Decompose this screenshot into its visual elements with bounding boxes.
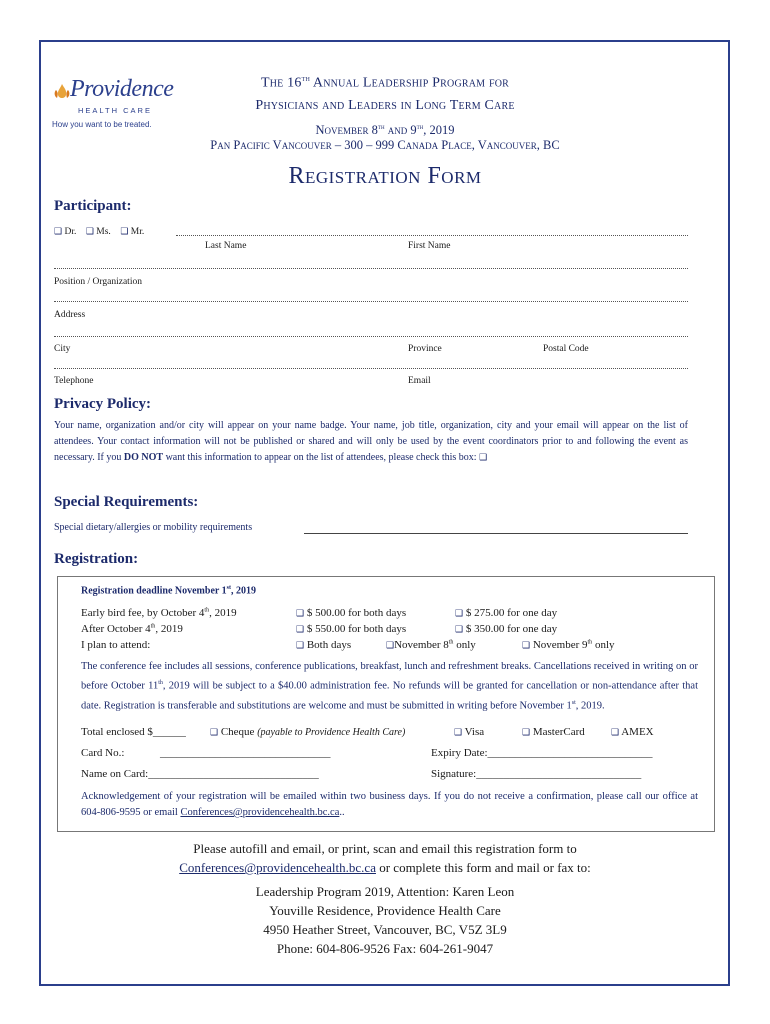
checkbox-both-days[interactable]: ❑ <box>296 641 305 651</box>
participant-heading: Participant: <box>54 198 132 214</box>
province-label: Province <box>408 344 442 354</box>
first-name-label: First Name <box>408 241 451 251</box>
checkbox-visa[interactable]: ❑ <box>454 728 463 738</box>
checkbox-nov9[interactable]: ❑ <box>522 641 531 651</box>
city-label: City <box>54 344 71 354</box>
fee-550-option[interactable] <box>296 623 406 635</box>
ack-email-link[interactable]: Conferences@providencehealth.bc.ca <box>180 807 340 818</box>
checkbox-cheque[interactable]: ❑ <box>210 728 219 738</box>
special-requirements-label: Special dietary/allergies or mobility requirements <box>54 522 253 533</box>
title-sup: th <box>301 74 310 83</box>
after-a: After October 4 <box>81 623 151 635</box>
checkbox-350[interactable]: ❑ <box>455 625 464 635</box>
privacy-heading: Privacy Policy: <box>54 396 152 412</box>
nov8-a: November 8 <box>394 639 449 651</box>
postal-code-label: Postal Code <box>543 344 589 354</box>
date-a: November 8 <box>315 122 378 137</box>
amex-label: AMEX <box>621 726 654 738</box>
both-days-label: Both days <box>306 639 352 651</box>
event-title-line1 <box>150 68 620 95</box>
city-province-postal-field[interactable] <box>54 336 688 337</box>
mailing-address <box>0 882 770 958</box>
checkbox-mastercard[interactable]: ❑ <box>522 728 531 738</box>
instructions-line1: Please autofill and email, or print, scan and email this registration form to <box>193 841 577 856</box>
privacy-do-not: DO NOT <box>123 452 164 463</box>
checkbox-amex[interactable]: ❑ <box>611 728 620 738</box>
address-line2: Youville Residence, Providence Health Care <box>269 903 501 918</box>
address-field[interactable] <box>54 301 688 302</box>
early-a: Early bird fee, by October 4 <box>81 607 205 619</box>
fee-500-option[interactable] <box>296 607 406 619</box>
fee-sup2: st <box>571 699 576 706</box>
title-text-b: Annual Leadership Program for <box>309 75 510 91</box>
event-title-block <box>150 68 620 140</box>
early-sup: th <box>204 607 210 614</box>
fee-550-label: $ 550.00 for both days <box>306 623 407 635</box>
mastercard-label: MasterCard <box>532 726 585 738</box>
nov9-option[interactable] <box>522 639 615 651</box>
ack-text-b: .. <box>339 807 345 818</box>
privacy-opt-out-checkbox[interactable]: ❑ <box>479 453 488 463</box>
privacy-text-b: want this information to appear on the list of attendees, please check this box: <box>163 452 477 463</box>
visa-option[interactable] <box>454 726 484 738</box>
nov9-b: only <box>592 639 615 651</box>
fee-sup1: th <box>158 680 163 686</box>
instructions-line2 <box>0 858 770 877</box>
logo-name: Providence <box>70 76 174 102</box>
option-mr: Mr. <box>130 227 145 237</box>
deadline-a: Registration deadline November 1 <box>81 585 227 597</box>
amex-option[interactable] <box>611 726 654 738</box>
mastercard-option[interactable] <box>522 726 585 738</box>
conferences-email-link[interactable]: Conferences@providencehealth.bc.ca <box>179 860 376 875</box>
signature-field[interactable]: Signature:______________________________ <box>431 768 642 780</box>
fee-policy-text <box>81 659 698 714</box>
expiry-date-field[interactable]: Expiry Date:______________________________ <box>431 747 653 759</box>
telephone-email-field[interactable] <box>54 368 688 369</box>
event-title-line2: Physicians and Leaders in Long Term Care <box>255 97 515 113</box>
option-dr: Dr. <box>64 227 77 237</box>
option-ms: Ms. <box>96 227 111 237</box>
form-title: Registration Form <box>288 163 482 189</box>
registration-heading: Registration: <box>54 551 139 567</box>
fee-500-label: $ 500.00 for both days <box>306 607 407 619</box>
after-date-label <box>81 623 183 635</box>
ack-text-a: Acknowledgement of your registration will be emailed within two business days. If you do not receive a confirmation, please call our office at 604-806-9595 or email <box>81 791 698 818</box>
phone-fax-line: Phone: 604-806-9526 Fax: 604-261-9047 <box>276 941 494 956</box>
deadline-b: , 2019 <box>230 585 256 597</box>
date-c: , 2019 <box>423 122 455 137</box>
date-sup2: th <box>416 122 424 131</box>
title-text-a: The 16 <box>260 75 302 91</box>
special-requirements-field[interactable] <box>304 533 688 534</box>
fee-350-label: $ 350.00 for one day <box>465 623 558 635</box>
early-bird-label <box>81 607 237 619</box>
flame-icon <box>52 82 72 102</box>
plan-to-attend-label: I plan to attend: <box>81 639 151 651</box>
address-line1: Leadership Program 2019, Attention: Karen Leon <box>255 884 515 899</box>
fee-275-option[interactable] <box>455 607 557 619</box>
nov8-b: only <box>453 639 476 651</box>
address-line3: 4950 Heather Street, Vancouver, BC, V5Z 3L9 <box>263 922 507 937</box>
logo-tagline: How you want to be treated. <box>52 120 152 129</box>
logo-subtitle: HEALTH CARE <box>78 106 152 115</box>
email-label: Email <box>408 376 431 386</box>
name-on-card-field[interactable]: Name on Card:_______________________________ <box>81 768 319 780</box>
total-enclosed-field[interactable]: Total enclosed $______ <box>81 726 186 738</box>
nov8-sup: th <box>448 639 454 646</box>
nov9-a: November 9 <box>532 639 588 651</box>
after-sup: th <box>150 623 156 630</box>
nov9-sup: th <box>587 639 593 646</box>
visa-label: Visa <box>464 726 485 738</box>
card-number-field[interactable]: _______________________________ <box>160 747 331 759</box>
checkbox-275[interactable]: ❑ <box>455 609 464 619</box>
event-venue: Pan Pacific Vancouver – 300 – 999 Canada Place, Vancouver, BC <box>210 138 560 152</box>
checkbox-dr[interactable]: ❑ <box>54 227 63 237</box>
date-sup1: th <box>377 122 385 131</box>
event-date <box>150 117 620 140</box>
checkbox-ms[interactable]: ❑ <box>85 227 94 237</box>
fee-text-c: , 2019. <box>575 700 605 711</box>
checkbox-mr[interactable]: ❑ <box>120 227 129 237</box>
both-days-option[interactable] <box>296 639 351 651</box>
special-requirements-heading: Special Requirements: <box>54 494 199 510</box>
checkbox-500[interactable]: ❑ <box>296 609 305 619</box>
position-field[interactable] <box>54 268 688 269</box>
last-name-label: Last Name <box>205 241 247 251</box>
name-field[interactable] <box>176 235 688 236</box>
cheque-note: (payable to Providence Health Care) <box>257 727 406 738</box>
after-b: , 2019 <box>155 623 183 635</box>
date-b: and 9 <box>384 122 417 137</box>
fee-275-label: $ 275.00 for one day <box>465 607 558 619</box>
telephone-label: Telephone <box>54 376 94 386</box>
checkbox-nov8[interactable]: ❑ <box>386 641 395 651</box>
cheque-option[interactable] <box>210 726 405 738</box>
privacy-text-a: Your name, organization and/or city will appear on your name badge. Your name, job title, organization, city and your email will appear on the list of attendees. Your contact information will not be published or shared and will only be used by the event coordinators prior to and following the event as necessary. If you <box>54 420 688 463</box>
fee-text-b: , 2019 will be subject to a $40.00 administration fee. No refunds will be granted for cancellation or non-attendance after that date. Registration is transferable and substitutions are welcome and must be submitted in writing before November 1 <box>81 680 698 711</box>
early-b: , 2019 <box>209 607 237 619</box>
position-label: Position / Organization <box>54 277 142 287</box>
card-number-label: Card No.: <box>81 747 125 759</box>
deadline-sup: st <box>226 585 231 591</box>
privacy-text <box>54 418 688 466</box>
checkbox-550[interactable]: ❑ <box>296 625 305 635</box>
acknowledgement-text <box>81 789 698 821</box>
address-label: Address <box>54 310 86 320</box>
title-options <box>54 227 144 237</box>
fee-text-a: The conference fee includes all sessions, conference publications, breakfast, lunch and refreshment breaks. Cancellations received in writing on or before October 11 <box>81 661 698 692</box>
registration-deadline <box>81 585 256 596</box>
nov8-option[interactable] <box>386 639 476 651</box>
instructions-line2-b: or complete this form and mail or fax to: <box>375 860 591 875</box>
submission-instructions <box>0 839 770 877</box>
cheque-label: Cheque <box>220 726 255 738</box>
fee-350-option[interactable] <box>455 623 557 635</box>
